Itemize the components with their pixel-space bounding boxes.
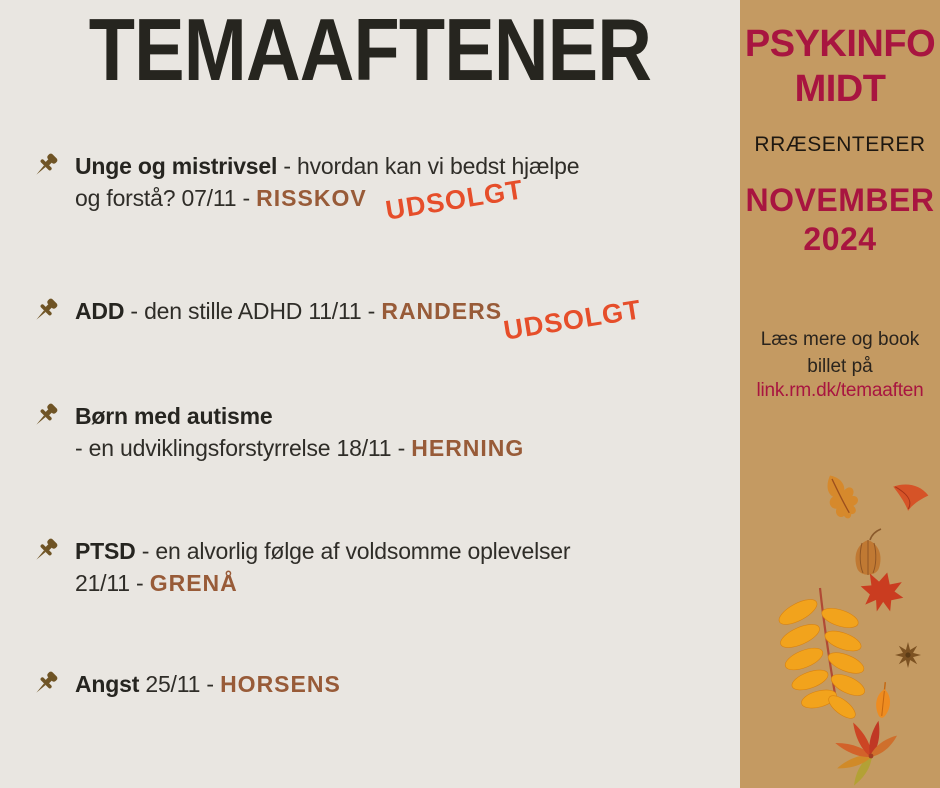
event-title: Unge og mistrivsel	[75, 153, 278, 179]
soldout-stamp: UDSOLGT	[501, 294, 644, 346]
event-desc-line1: 25/11 -	[139, 671, 221, 697]
maple-leaf-icon	[855, 567, 908, 618]
event-desc-line2: 21/11 -	[75, 570, 150, 596]
brand-line1: PSYKINFO	[744, 23, 936, 65]
event-desc-line2: - en udviklingsforstyrrelse 18/11 -	[75, 435, 412, 461]
event-location: RANDERS	[381, 298, 503, 324]
oak-leaf-icon	[817, 469, 864, 523]
event-location: HORSENS	[220, 671, 341, 697]
event-title: Børn med autisme	[75, 403, 273, 429]
pushpin-icon	[28, 399, 62, 433]
red-leaf-icon	[890, 483, 929, 514]
event-location: RISSKOV	[256, 185, 367, 211]
month-name: NOVEMBER	[745, 182, 935, 218]
event-text	[75, 400, 718, 464]
event-title: PTSD	[75, 538, 136, 564]
event-item	[28, 535, 718, 599]
event-item	[28, 294, 718, 346]
presents-label: RRÆSENTERER	[754, 133, 926, 156]
brand-line2: MIDT	[794, 68, 886, 110]
event-text	[75, 668, 718, 700]
cta-line1: Læs mere og book	[760, 329, 920, 350]
sidebar	[740, 0, 940, 788]
event-text	[75, 535, 718, 599]
creeper-leaf-icon	[834, 720, 900, 788]
event-item	[28, 400, 718, 464]
event-title: ADD	[75, 298, 125, 324]
booking-link[interactable]: link.rm.dk/temaaften	[756, 380, 924, 401]
star-anise-icon	[895, 642, 921, 668]
orange-leaf-icon	[875, 681, 892, 718]
pushpin-icon	[28, 667, 62, 701]
cta-text	[740, 326, 940, 380]
event-desc-line2: og forstå? 07/11 -	[75, 185, 257, 211]
pushpin-icon	[28, 534, 62, 568]
soldout-stamp: UDSOLGT	[383, 174, 526, 226]
autumn-leaves-decoration	[740, 440, 940, 788]
cta-line2: billet på	[807, 356, 873, 377]
pushpin-icon	[28, 149, 62, 183]
month-year: 2024	[803, 221, 877, 257]
event-desc-line1: - hvordan kan vi bedst hjælpe	[277, 153, 580, 179]
event-desc-line1: - en alvorlig følge af voldsomme oplevelser	[135, 538, 571, 564]
event-item	[28, 150, 718, 226]
event-location: HERNING	[411, 435, 525, 461]
event-desc-line1: - den stille ADHD 11/11 -	[124, 298, 382, 324]
physalis-icon	[855, 529, 881, 575]
event-title: Angst	[75, 671, 140, 697]
month-label	[740, 181, 940, 259]
brand-title	[740, 22, 940, 112]
event-item	[28, 668, 718, 700]
poster-title	[0, 2, 740, 98]
poster-title-text: TEMAAFTENER	[88, 0, 652, 99]
event-location: GRENÅ	[149, 570, 238, 596]
pushpin-icon	[28, 294, 62, 328]
rowan-leaf-icon	[775, 588, 867, 722]
